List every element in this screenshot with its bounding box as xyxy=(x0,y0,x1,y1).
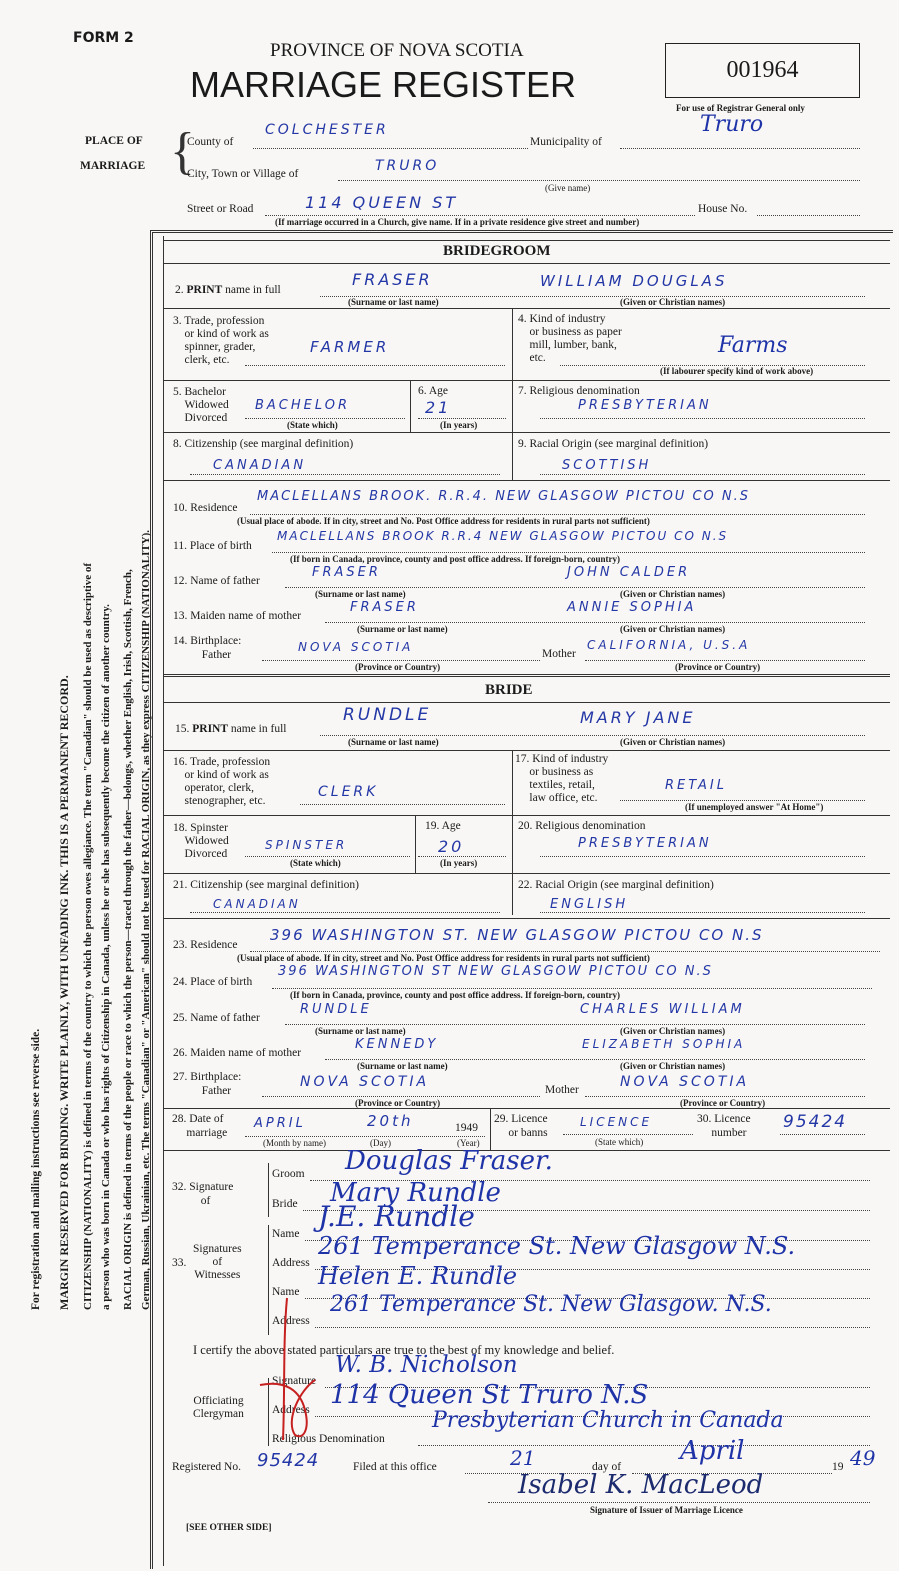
prov-country-note: (Province or Country) xyxy=(680,1098,766,1108)
clergy-signature: W. B. Nicholson xyxy=(335,1352,518,1378)
margin-citizenship-def: CITIZENSHIP (NATIONALITY) is defined in terms of the country to which the person owes allegiance. The term "Canadian" should be used as descriptive of xyxy=(82,562,94,1310)
bride-industry-label: 17. Kind of industry or business as textiles, retail, law office, etc. xyxy=(515,753,609,804)
witness2-name-label: Name xyxy=(272,1286,300,1298)
clergy-signature-label: Signature xyxy=(272,1375,317,1387)
county-value: COLCHESTER xyxy=(265,122,389,138)
margin-citizenship-def-2: a person who was born in Canada or who has rights of Citizenship in Canada, unless he or she has subsequently become the citizen of another country. xyxy=(100,604,112,1310)
bride-residence: 396 WASHINGTON ST. NEW GLASGOW PICTOU CO N.S xyxy=(270,926,764,944)
groom-mother-birthplace: CALIFORNIA, U.S.A xyxy=(587,638,751,652)
surname-note: (Surname or last name) xyxy=(315,1026,406,1036)
residence-note: (Usual place of abode. If in city, street and No. Post Office address for residents in rural parts not sufficient) xyxy=(237,953,650,963)
certification-statement: I certify the above stated particulars are true to the best of my knowledge and belief. xyxy=(193,1343,615,1357)
registrar-note: For use of Registrar General only xyxy=(676,103,805,113)
red-check-mark xyxy=(255,1290,335,1450)
birth-note: (If born in Canada, province, county and post office address. If foreign-born, country) xyxy=(290,990,621,1000)
give-name-note: (Give name) xyxy=(545,183,591,193)
registration-number: 001964 xyxy=(665,43,860,98)
bride-father-birthplace: NOVA SCOTIA xyxy=(300,1074,430,1090)
industry-note: (If labourer specify kind of work above) xyxy=(660,366,814,376)
margin-instructions: For registration and mailing instructions see reverse side. xyxy=(30,1028,42,1310)
filed-month: April xyxy=(680,1436,745,1466)
given-note: (Given or Christian names) xyxy=(620,737,726,747)
groom-surname: FRASER xyxy=(352,270,433,289)
bride-trade: CLERK xyxy=(318,784,379,800)
surname-note: (Surname or last name) xyxy=(315,589,406,599)
groom-father-birthplace: NOVA SCOTIA xyxy=(298,640,414,654)
street-value: 114 QUEEN ST xyxy=(305,193,459,212)
issuer-signature: Isabel K. MacLeod xyxy=(518,1470,764,1500)
groom-trade-label: 3. Trade, profession or kind of work as spinner, grader, clerk, etc. xyxy=(173,315,269,366)
year-note: (Year) xyxy=(457,1138,480,1148)
province-title: PROVINCE OF NOVA SCOTIA xyxy=(270,40,524,61)
groom-mother-surname: FRASER xyxy=(350,600,419,615)
prov-country-note: (Province or Country) xyxy=(675,662,761,672)
print-label: PRINT xyxy=(186,284,223,296)
residence-note: (Usual place of abode. If in city, street and No. Post Office address for residents in rural parts not sufficient) xyxy=(237,516,650,526)
clergy-denomination: Presbyterian Church in Canada xyxy=(432,1408,784,1433)
groom-residence: MACLELLANS BROOK. R.R.4. NEW GLASGOW PICTOU CO N.S xyxy=(257,489,751,504)
groom-status: BACHELOR xyxy=(255,398,350,413)
witness2-name: Helen E. Rundle xyxy=(318,1262,518,1290)
prov-country-note: (Province or Country) xyxy=(355,662,441,672)
section-bridegroom: BRIDEGROOM xyxy=(443,243,551,259)
witness1-address-label: Address xyxy=(272,1257,310,1269)
in-years-note: (In years) xyxy=(440,420,478,430)
witness1-name-label: Name xyxy=(272,1228,300,1240)
street-label: Street or Road xyxy=(187,203,254,215)
month-note: (Month by name) xyxy=(263,1138,326,1148)
bride-status-label: 18. Spinster Widowed Divorced xyxy=(173,822,229,860)
bride-birthplace: 396 WASHINGTON ST NEW GLASGOW PICTOU CO N.S xyxy=(278,964,713,979)
groom-status-label: 5. Bachelor Widowed Divorced xyxy=(173,386,229,424)
section-bride: BRIDE xyxy=(485,682,533,698)
bride-label: Bride xyxy=(272,1198,298,1210)
bride-religion: PRESBYTERIAN xyxy=(578,836,712,851)
marriage-year: 1949 xyxy=(455,1122,478,1134)
day-of-label: day of xyxy=(592,1461,622,1473)
surname-note: (Surname or last name) xyxy=(348,297,439,307)
field-num: 33. xyxy=(172,1257,187,1269)
mother-label: Mother xyxy=(542,648,576,660)
licence-or-banns: LICENCE xyxy=(580,1115,653,1129)
margin-warning: MARGIN RESERVED FOR BINDING. WRITE PLAINLY, WITH UNFADING INK. THIS IS A PERMANENT RECORD. xyxy=(57,675,71,1310)
county-label: County of xyxy=(187,136,234,148)
year-prefix: 19 xyxy=(832,1461,844,1473)
groom-signature: Douglas Fraser. xyxy=(345,1146,553,1176)
groom-label: Groom xyxy=(272,1168,305,1180)
bride-citizenship: CANADIAN xyxy=(213,897,301,911)
bride-age: 20 xyxy=(438,837,465,856)
marriage-day: 20th xyxy=(367,1112,414,1130)
city-label: City, Town or Village of xyxy=(187,168,299,180)
city-value: TRURO xyxy=(375,158,440,174)
given-note: (Given or Christian names) xyxy=(620,297,726,307)
witness2-address-label: Address xyxy=(272,1315,310,1327)
margin-racial-def: RACIAL ORIGIN is defined in terms of the people or race to which the person—traced through the father—belongs, whether English, Irish, Scottish, French, xyxy=(122,569,134,1310)
groom-racial: SCOTTISH xyxy=(562,458,652,473)
groom-mother-given: ANNIE SOPHIA xyxy=(567,600,697,615)
registered-label: Registered No. xyxy=(172,1461,241,1473)
margin-racial-def-2: German, Russian, Ukrainian, etc. The terms "Canadian" or "American" should not be used for RACIAL ORIGIN, as they express CITIZENSHIP (NATIONALITY). xyxy=(140,529,152,1310)
bride-industry: RETAIL xyxy=(665,778,727,793)
filed-year: 49 xyxy=(850,1446,876,1470)
municipality-value: Truro xyxy=(700,112,764,137)
surname-note: (Surname or last name) xyxy=(357,624,448,634)
bride-status: SPINSTER xyxy=(265,838,348,852)
groom-father-given: JOHN CALDER xyxy=(567,565,691,580)
clergy-address: 114 Queen St Truro N.S xyxy=(330,1380,649,1410)
registered-number: 95424 xyxy=(257,1450,320,1471)
name-in-full-label: name in full xyxy=(225,284,281,296)
industry-note: (If unemployed answer "At Home") xyxy=(685,802,824,812)
groom-citizenship: CANADIAN xyxy=(213,458,307,473)
marriage-label: MARRIAGE xyxy=(80,160,146,172)
birth-note: (If born in Canada, province, county and post office address. If foreign-born, country) xyxy=(290,554,621,564)
licence-number: 95424 xyxy=(783,1112,848,1132)
state-which-note: (State which) xyxy=(595,1137,644,1147)
state-which-note: (State which) xyxy=(290,858,341,868)
prov-country-note: (Province or Country) xyxy=(355,1098,441,1108)
street-note: (If marriage occurred in a Church, give name. If in a private residence give street and number) xyxy=(275,217,640,227)
groom-trade: FARMER xyxy=(310,338,390,356)
page-title: MARRIAGE REGISTER xyxy=(190,64,577,105)
denomination-label: Religious Denomination xyxy=(272,1433,385,1445)
given-note: (Given or Christian names) xyxy=(620,589,726,599)
bride-mother-surname: KENNEDY xyxy=(355,1037,439,1052)
groom-father-surname: FRASER xyxy=(312,565,381,580)
marriage-register-form: For registration and mailing instructions see reverse side. MARGIN RESERVED FOR BINDING. WRITE PLAINLY, WITH UNFADING INK. THIS IS A PERMANENT RECORD. CITIZENSHIP (NATIONALITY) is defined in terms of the country to which the person owes allegiance. The term "Canadian" should be used as descriptive of a person who was born in Canada or who has rights of Citizenship in Canada, unless he or she has subsequently become the citizen of another country. RACIAL ORIGIN is defined in terms of the people or race to which the person—traced through the father—belongs, whether English, Irish, Scottish, French, German, Russian, Ukrainian, etc. The terms "Canadian" or "American" should not be used for RACIAL ORIGIN, as they express CITIZENSHIP (NATIONALITY). FORM 2 PROVINCE OF NOVA SCOTIA MARRIAGE REGISTER 001964 For use of Registrar General only PLACE OF MARRIAGE { County of COLCHESTER Municipality of Truro City, Town or Village of TRURO (Give name) Street or Road 114 QUEEN ST House No. (If marriage occurred in a Church, give name. If in a private residence give street and number) BRIDEGROOM 2. PRINT name in full FRASER WILLIAM DOUGLAS (Surname or last name) (Given or Christian names) 3. Trade, profession or kind of work as spinner, grader, clerk, etc. FARMER 4. Kind of industry or business as paper mill, lumber, bank, etc. Farms (If labourer specify kind of work above) 5. Bachelor Widowed Divorced BACHELOR (State which) 6. Age 21 (In years) 7. Religious denomination PRESBYTERIAN 8. Citizenship (see marginal definition) CANADIAN 9. Racial Origin (see marginal definition) SCOTTISH 10. Residence MACLELLANS BROOK. R.R.4. NEW GLASGOW PICTOU CO N.S (Usual place of abode. If in city, street and No. Post Office address for residents in rural parts not sufficient) 11. Place of birth MACLELLANS BROOK R.R.4 NEW GLASGOW PICTOU CO N.S (If born in Canada, province, county and post office address. If foreign-born, country) 12. Name of father FRASER JOHN CALDER (Surname or last name) (Given or Christian names) 13. Maiden name of mother FRASER ANNIE SOPHIA (Surname or last name) (Given or Christian names) 14. Birthplace: Father NOVA SCOTIA Mother CALIFORNIA, U.S.A (Province or Country) (Province or Country) BRIDE 15. PRINT name in full RUNDLE MARY JANE (Surname or last name) (Given or Christian names) 16. Trade, profession or kind of work as operator, clerk, stenographer, etc. CLERK 17. Kind of industry or business as textiles, retail, law office, etc. RETAIL (If unemployed answer "At Home") 18. Spinster Widowed Divorced SPINSTER (State which) 19. Age 20 (In years) 20. Religious denomination PRESBYTERIAN 21. Citizenship (see marginal definition) CANADIAN 22. Racial Origin (see marginal definition) ENGLISH 23. Residence 396 WASHINGTON ST. NEW GLASGOW PICTOU CO N.S (Usual place of abode. If in city, street and No. Post Office address for residents in rural parts not sufficient) 24. Place of birth 396 WASHINGTON ST NEW GLASGOW PICTOU CO N.S (If born in Canada, province, county and post office address. If foreign-born, country) 25. Name of father RUNDLE CHARLES WILLIAM (Surname or last name) (Given or Christian names) 26. Maiden name of mother KENNEDY ELIZABETH SOPHIA (Surname or last name) (Given or Christian names) 27. Birthplace: Father NOVA SCOTIA Mother NOVA SCOTIA (Province or Country) (Province or Country) 28. Date of marriage APRIL 20th 1949 (Month by name) (Day) (Year) 29. Licence or banns LICENCE (State which) 30. Licence number 95424 32. Signature of Groom Douglas Fraser. Bride Mary Rundle 33. Signatures of Witnesses Name J.E. Rundle Address 261 Temperance St. New Glasgow N.S. Name Helen E. Rundle Address 261 Temperance St. New Glasgow. N.S. I certify the above stated particulars are true to the best of my knowledge and belief. Officiating Clergyman Signature W. B. Nicholson Address 114 Queen St Truro N.S Religious Denomination Presbyterian Church in Canada Registered No. 95424 Filed at this office 21 day of April 19 49 Isabel K. MacLeod Signature of Issuer of Marriage Licence [SEE OTHER SIDE] xyxy=(0,0,899,1571)
marriage-month: APRIL xyxy=(254,1116,306,1131)
groom-given: WILLIAM DOUGLAS xyxy=(540,272,728,290)
bride-father-given: CHARLES WILLIAM xyxy=(580,1002,745,1017)
groom-religion: PRESBYTERIAN xyxy=(578,398,712,413)
bride-mother-birthplace: NOVA SCOTIA xyxy=(620,1074,750,1090)
bride-racial: ENGLISH xyxy=(550,897,629,912)
surname-note: (Surname or last name) xyxy=(348,737,439,747)
filed-label: Filed at this office xyxy=(353,1461,437,1473)
municipality-label: Municipality of xyxy=(530,136,602,148)
given-note: (Given or Christian names) xyxy=(620,624,726,634)
filed-day: 21 xyxy=(510,1446,536,1470)
witness1-address: 261 Temperance St. New Glasgow N.S. xyxy=(318,1232,796,1260)
field-num: 2. xyxy=(175,284,184,296)
place-label: PLACE OF xyxy=(85,135,143,147)
issuer-label: Signature of Issuer of Marriage Licence xyxy=(590,1505,743,1515)
brace: { xyxy=(170,123,195,180)
groom-age: 21 xyxy=(425,398,452,417)
bride-signature: Mary Rundle xyxy=(330,1178,501,1208)
surname-note: (Surname or last name) xyxy=(357,1061,448,1071)
state-which-note: (State which) xyxy=(287,420,338,430)
groom-birthplace: MACLELLANS BROOK R.R.4 NEW GLASGOW PICTOU CO N.S xyxy=(277,529,729,543)
mother-label: Mother xyxy=(545,1084,579,1096)
witness2-address: 261 Temperance St. New Glasgow. N.S. xyxy=(330,1292,772,1317)
bride-surname: RUNDLE xyxy=(343,705,432,725)
given-note: (Given or Christian names) xyxy=(620,1061,726,1071)
clergy-address-label: Address xyxy=(272,1404,310,1416)
bride-trade-label: 16. Trade, profession or kind of work as operator, clerk, stenographer, etc. xyxy=(173,756,271,807)
form-number: FORM 2 xyxy=(73,30,134,46)
groom-industry-label: 4. Kind of industry or business as paper mill, lumber, bank, etc. xyxy=(518,313,622,364)
bride-mother-given: ELIZABETH SOPHIA xyxy=(582,1037,746,1051)
see-other-side: [SEE OTHER SIDE] xyxy=(186,1523,272,1533)
bride-given: MARY JANE xyxy=(580,708,696,727)
in-years-note: (In years) xyxy=(440,858,478,868)
witness1-name: J.E. Rundle xyxy=(318,1200,475,1233)
house-label: House No. xyxy=(698,203,748,215)
groom-industry: Farms xyxy=(718,333,788,358)
day-note: (Day) xyxy=(370,1138,391,1148)
given-note: (Given or Christian names) xyxy=(620,1026,726,1036)
bride-father-surname: RUNDLE xyxy=(300,1002,372,1017)
